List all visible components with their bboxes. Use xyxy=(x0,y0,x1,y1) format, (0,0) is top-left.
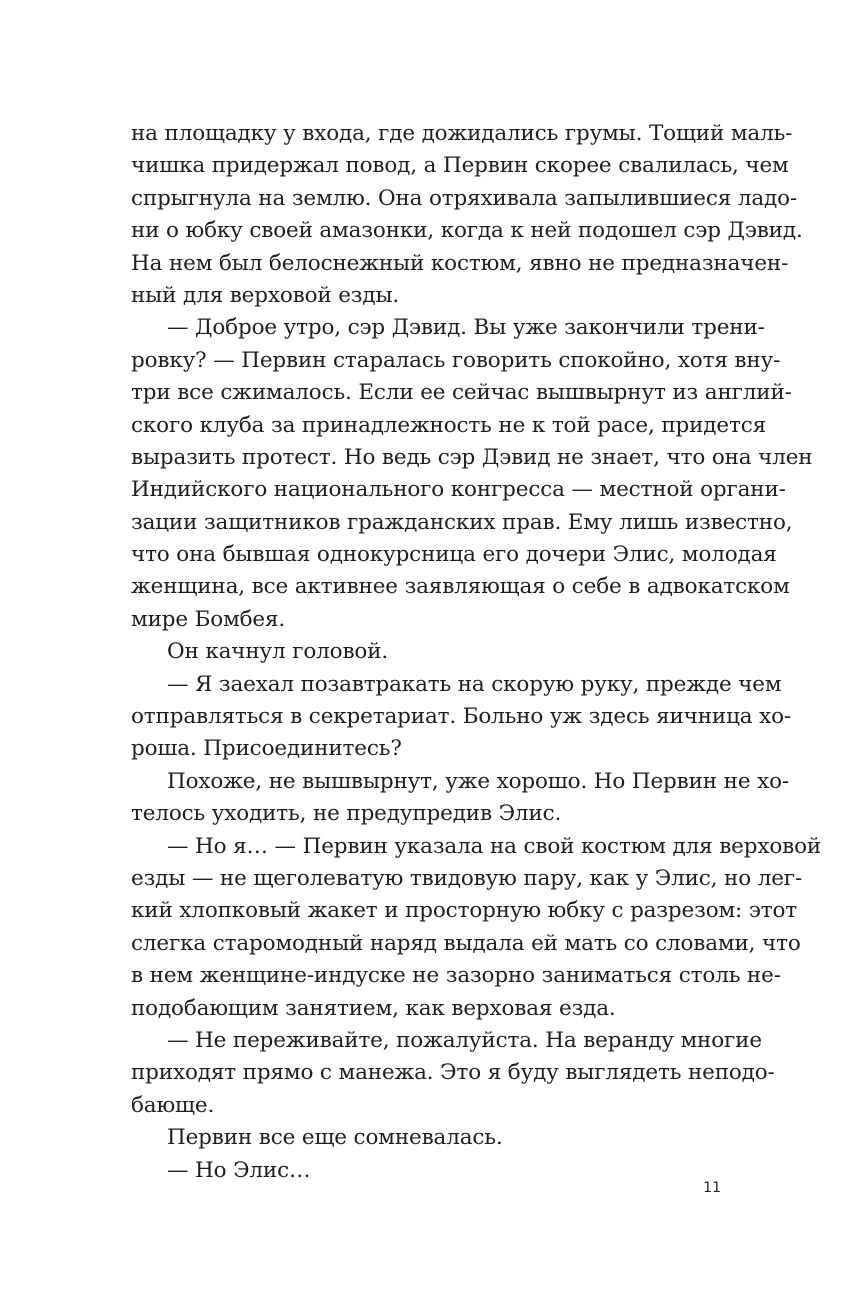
text-line: на площадку у входа, где дожидались грумы. Тощий маль- xyxy=(131,121,793,146)
text-line: чишка придержал повод, а Первин скорее свалилась, чем xyxy=(131,153,789,179)
text-line: зации защитников гражданских прав. Ему лишь известно, xyxy=(131,509,793,535)
text-line: езды — не щеголеватую твидовую пару, как у Элис, но лег- xyxy=(131,865,803,891)
body-text xyxy=(131,118,822,1187)
text-line: роша. Присоединитесь? xyxy=(131,736,402,762)
text-line: подобающим занятием, как верховая езда. xyxy=(131,995,616,1021)
text-line: слегка старомодный наряд выдала ей мать со словами, что xyxy=(131,930,801,956)
text-line: отправляться в секретариат. Больно уж здесь яичница хо- xyxy=(131,704,792,730)
text-line: приходят прямо с манежа. Это я буду выглядеть неподо- xyxy=(131,1060,775,1086)
text-line: три все сжималось. Если ее сейчас вышвырнут из англий- xyxy=(131,380,792,406)
text-line: кий хлопковый жакет и просторную юбку с разрезом: этот xyxy=(131,898,798,924)
text-line: ского клуба за принадлежность не к той расе, придется xyxy=(131,412,767,438)
text-line: ный для верховой езды. xyxy=(131,282,400,308)
text-line: — Доброе утро, сэр Дэвид. Вы уже закончили трени- xyxy=(167,315,765,341)
text-line: телось уходить, не предупредив Элис. xyxy=(131,801,562,827)
text-line: бающе. xyxy=(131,1092,215,1118)
text-line: мире Бомбея. xyxy=(131,606,286,632)
text-line: в нем женщине-индуске не зазорно заниматься столь не- xyxy=(131,963,781,989)
text-line: выразить протест. Но ведь сэр Дэвид не знает, что она член xyxy=(131,444,813,470)
text-line: Похоже, не вышвырнут, уже хорошо. Но Первин не хо- xyxy=(167,768,789,794)
text-line: — Но Элис… xyxy=(167,1157,311,1183)
text-line: — Но я… — Первин указала на свой костюм для верховой xyxy=(167,833,822,859)
text-line: Первин все еще сомневалась. xyxy=(167,1125,503,1151)
text-line: На нем был белоснежный костюм, явно не предназначен- xyxy=(131,250,789,276)
text-line: спрыгнула на землю. Она отряхивала запылившиеся ладо- xyxy=(131,185,797,211)
text-line: Индийского национального конгресса — местной органи- xyxy=(131,477,786,503)
text-line: — Я заехал позавтракать на скорую руку, прежде чем xyxy=(167,671,782,697)
text-line: Он качнул головой. xyxy=(167,639,389,665)
text-line: — Не переживайте, пожалуйста. На веранду многие xyxy=(167,1027,762,1053)
text-line: ни о юбку своей амазонки, когда к ней подошел сэр Дэвид. xyxy=(131,218,803,244)
text-line: ровку? — Первин старалась говорить спокойно, хотя вну- xyxy=(131,347,781,373)
text-line: женщина, все активнее заявляющая о себе в адвокатском xyxy=(131,574,790,600)
text-line: что она бывшая однокурсница его дочери Элис, молодая xyxy=(131,542,777,568)
page-number: 11 xyxy=(703,1180,721,1196)
